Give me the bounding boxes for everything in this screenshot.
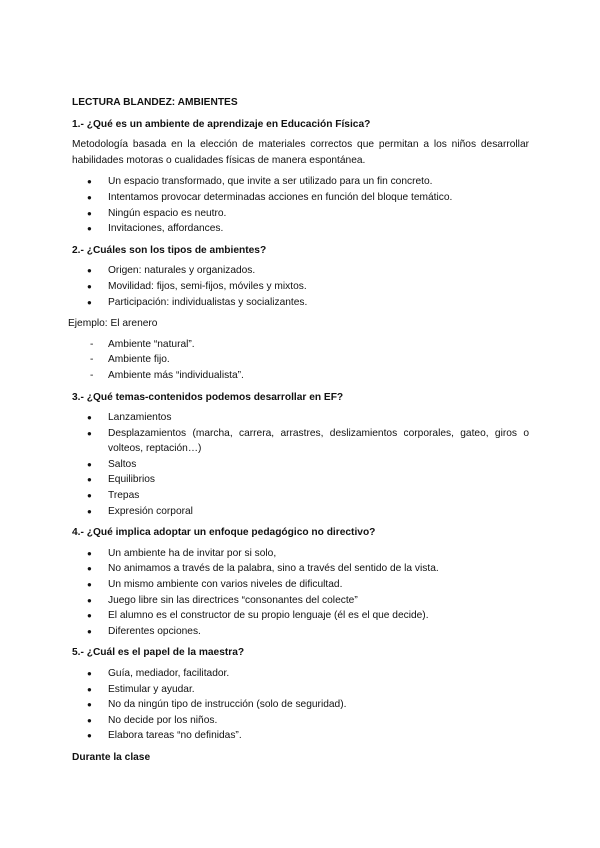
question-3: 3.- ¿Qué temas-contenidos podemos desarrollar en EF? xyxy=(72,391,344,403)
question-5: 5.- ¿Cuál es el papel de la maestra? xyxy=(72,647,245,659)
list-item: ● Trepas xyxy=(72,488,529,504)
list-item: ● Movilidad: fijos, semi-fijos, móviles y mixtos. xyxy=(72,279,529,295)
list-item: ● Saltos xyxy=(72,457,529,473)
list-item: ● El alumno es el constructor de su propio lenguaje (él es el que decide). xyxy=(72,608,529,624)
question-3-list xyxy=(72,410,529,519)
list-item: ● Equilibrios xyxy=(72,472,529,488)
list-item: ● Diferentes opciones. xyxy=(72,624,529,640)
list-item: - Ambiente fijo. xyxy=(72,352,529,368)
list-item: ● Guía, mediador, facilitador. xyxy=(72,666,529,682)
list-item: ● Participación: individualistas y socializantes. xyxy=(72,295,529,311)
question-1: 1.- ¿Qué es un ambiente de aprendizaje en Educación Física? xyxy=(72,118,371,130)
list-item: ● Lanzamientos xyxy=(72,410,529,426)
question-5-list xyxy=(72,666,529,744)
closing-heading: Durante la clase xyxy=(72,751,151,763)
list-item: ● Expresión corporal xyxy=(72,504,529,520)
list-item: ● Ningún espacio es neutro. xyxy=(72,206,529,222)
list-item: ● No da ningún tipo de instrucción (solo de seguridad). xyxy=(72,697,529,713)
list-item: ● Desplazamientos (marcha, carrera, arrastres, deslizamientos corporales, gateo, giros o volteos, reptación…) xyxy=(72,426,529,457)
question-4: 4.- ¿Qué implica adoptar un enfoque pedagógico no directivo? xyxy=(72,527,376,539)
question-4-list xyxy=(72,546,529,640)
list-item: ● Elabora tareas “no definidas”. xyxy=(72,728,529,744)
list-item: ● Origen: naturales y organizados. xyxy=(72,263,529,279)
list-item: - Ambiente más “individualista”. xyxy=(72,368,529,384)
question-1-paragraph: Metodología basada en la elección de materiales correctos que permitan a los niños desarrollar habilidades motoras o cualidades físicas de manera espontánea. xyxy=(72,139,529,166)
list-item: ● No decide por los niños. xyxy=(72,713,529,729)
list-item: ● Un mismo ambiente con varios niveles de dificultad. xyxy=(72,577,529,593)
document-title: LECTURA BLANDEZ: AMBIENTES xyxy=(72,97,238,108)
list-item: ● Invitaciones, affordances. xyxy=(72,221,529,237)
list-item: ● Un espacio transformado, que invite a ser utilizado para un fin concreto. xyxy=(72,174,529,190)
example-label: Ejemplo: El arenero xyxy=(68,318,158,330)
example-list xyxy=(72,337,529,384)
list-item: ● Intentamos provocar determinadas acciones en función del bloque temático. xyxy=(72,190,529,206)
list-item: ● Juego libre sin las directrices “consonantes del colecte” xyxy=(72,593,529,609)
question-2-list xyxy=(72,263,529,310)
list-item: ● Un ambiente ha de invitar por si solo, xyxy=(72,546,529,562)
question-2: 2.- ¿Cuáles son los tipos de ambientes? xyxy=(72,244,267,256)
list-item: - Ambiente “natural”. xyxy=(72,337,529,353)
document-page xyxy=(68,95,529,766)
list-item: ● No animamos a través de la palabra, sino a través del sentido de la vista. xyxy=(72,561,529,577)
list-item: ● Estimular y ayudar. xyxy=(72,682,529,698)
question-1-list xyxy=(72,174,529,236)
